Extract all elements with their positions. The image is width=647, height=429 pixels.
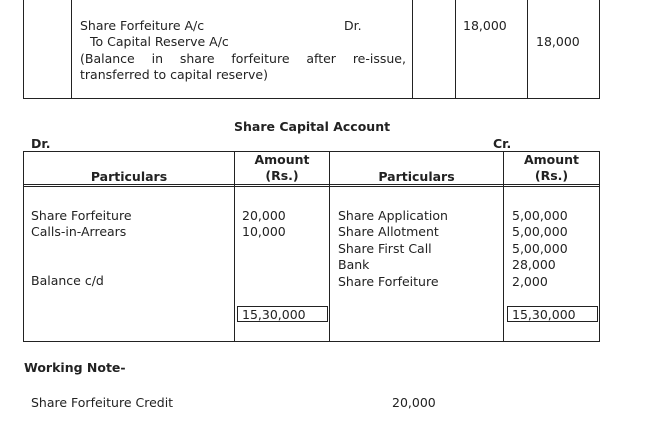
journal-credit-line: To Capital Reserve A/c bbox=[90, 34, 229, 50]
ledger-debit-amounts bbox=[242, 208, 286, 241]
list-item: Bank bbox=[338, 257, 370, 273]
working-note-label: Share Forfeiture Credit bbox=[31, 395, 174, 410]
header-particulars-left: Particulars bbox=[90, 169, 168, 184]
list-item: Calls-in-Arrears bbox=[31, 224, 127, 240]
working-note-amount: 20,000 bbox=[392, 395, 436, 410]
header-amount-right: Amount (Rs.) bbox=[523, 152, 580, 183]
ledger-cr-label: Cr. bbox=[493, 136, 512, 151]
list-item: 28,000 bbox=[512, 257, 556, 273]
list-item: Share First Call bbox=[338, 240, 432, 256]
list-item: 5,00,000 bbox=[512, 208, 568, 223]
list-item: 5,00,000 bbox=[512, 224, 568, 240]
journal-narration-line1: (Balance in share forfeiture after re-issue, bbox=[80, 50, 406, 66]
ledger-total-right: 15,30,000 bbox=[507, 306, 598, 322]
list-item: Share Forfeiture bbox=[31, 208, 132, 223]
journal-narration-line2: transferred to capital reserve) bbox=[80, 67, 268, 83]
ledger-debit-items bbox=[31, 208, 132, 241]
list-item: 5,00,000 bbox=[512, 240, 568, 256]
journal-credit-amount: 18,000 bbox=[536, 34, 580, 49]
ledger-credit-amounts bbox=[512, 208, 568, 290]
working-note-heading: Working Note- bbox=[24, 360, 126, 375]
list-item: 10,000 bbox=[242, 224, 286, 240]
journal-debit-amount: 18,000 bbox=[463, 18, 507, 33]
list-item: Share Allotment bbox=[338, 224, 439, 240]
ledger-credit-items bbox=[338, 208, 448, 290]
header-particulars-right: Particulars bbox=[378, 169, 455, 184]
ledger-title: Share Capital Account bbox=[234, 119, 391, 134]
ledger-total-left: 15,30,000 bbox=[237, 306, 328, 322]
ledger-dr-label: Dr. bbox=[31, 136, 51, 151]
header-amount-left: Amount (Rs.) bbox=[254, 152, 310, 183]
list-item: Share Forfeiture bbox=[338, 273, 439, 289]
journal-debit-line: Share Forfeiture A/c bbox=[80, 18, 205, 33]
journal-dr-marker: Dr. bbox=[344, 18, 362, 33]
list-item: 20,000 bbox=[242, 208, 286, 223]
list-item: Share Application bbox=[338, 208, 448, 223]
list-item: 2,000 bbox=[512, 273, 548, 289]
ledger-balance-label: Balance c/d bbox=[31, 273, 104, 288]
